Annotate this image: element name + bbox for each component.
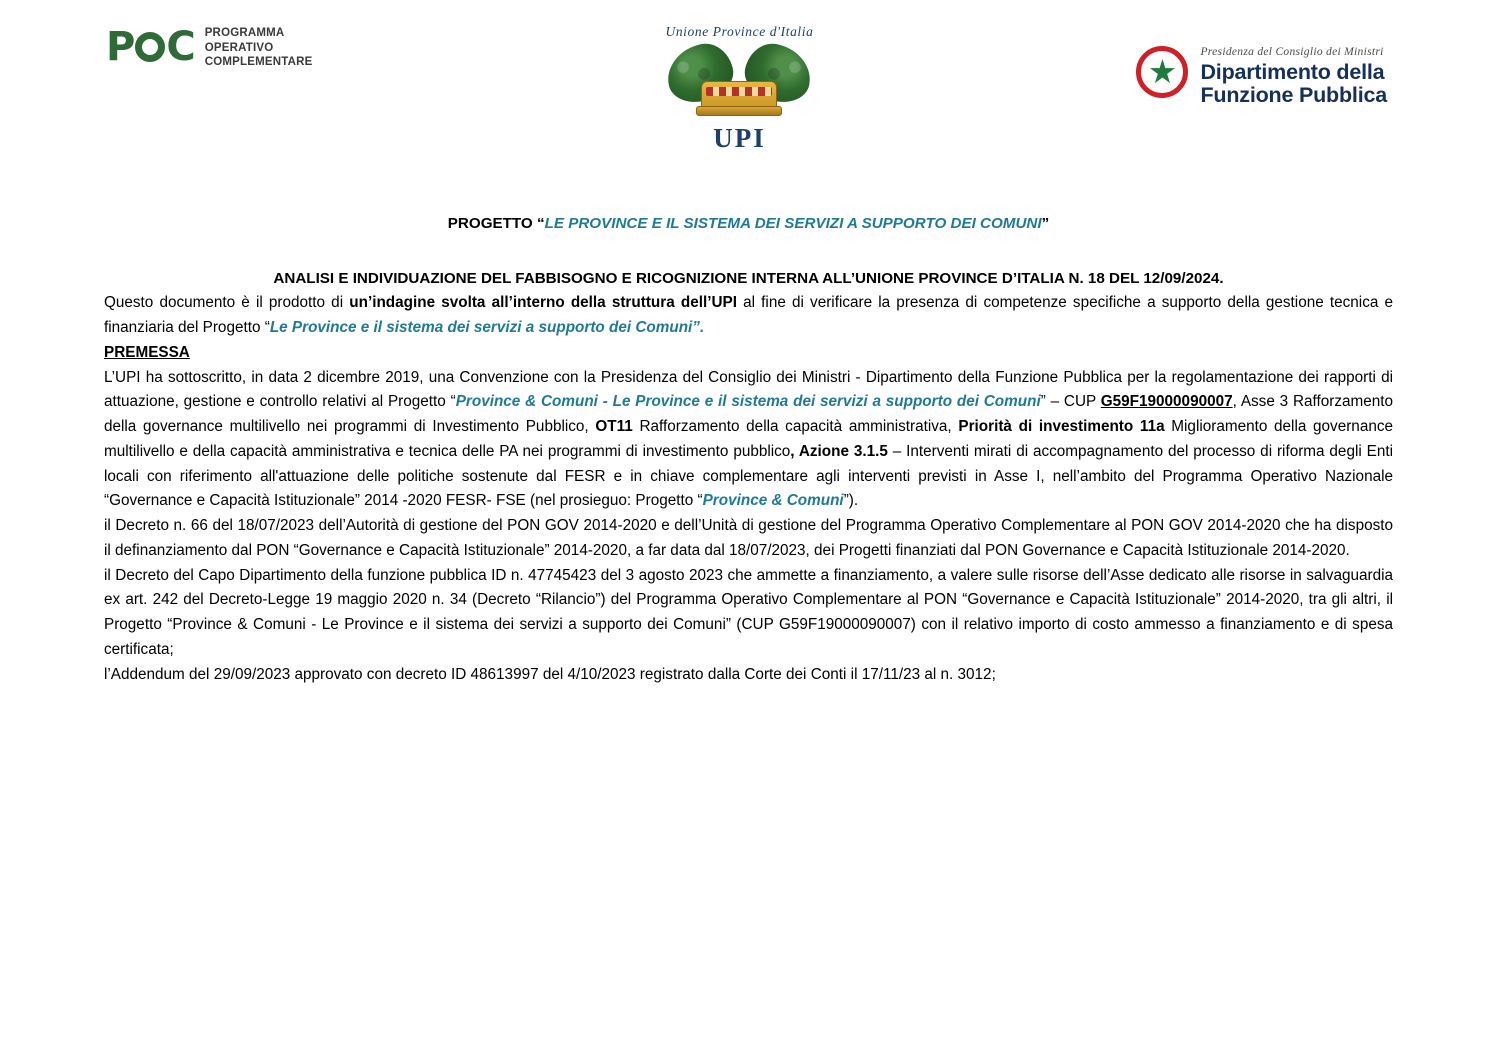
paragraph-1 [104, 366, 1393, 515]
poc-letter-c: C [166, 24, 195, 71]
dfp-line-2: Funzione Pubblica [1200, 83, 1387, 108]
intro-text-2: al fine di verificare la presenza di competenze specifiche a supporto della gestione tecnica e finanziaria del Progetto “ [104, 294, 1393, 337]
upi-acronym: UPI [713, 123, 766, 153]
upi-arc-text: Unione Province d'Italia [665, 24, 814, 39]
poc-ring-icon [135, 32, 165, 62]
project-title-prefix: PROGETTO “ [447, 215, 545, 232]
p1-text-1: L’UPI ha sottoscritto, in data 2 dicembre 2019, una Convenzione con la Presidenza del Consiglio dei Ministri - Dipartimento della Funzione Pubblica per la regolamentazione dei rapporti di attuazione, gestione e controllo relativi al Progetto “ [104, 368, 1393, 411]
intro-highlight-1: Le Province e il sistema dei servizi a supporto dei Comuni”. [269, 319, 705, 337]
poc-line-2: OPERATIVO [204, 41, 274, 54]
intro-text-1: Questo documento è il prodotto di [104, 294, 350, 312]
p1-highlight-1: Province & Comuni - Le Province e il sistema dei servizi a supporto dei Comuni [455, 393, 1041, 411]
upi-emblem-icon [664, 41, 814, 119]
document-subtitle: ANALISI E INDIVIDUAZIONE DEL FABBISOGNO E RICOGNIZIONE INTERNA ALL’UNIONE PROVINCE D’ITALIA N. 18 DEL 12/09/2024. [273, 269, 1224, 287]
dfp-line-1: Dipartimento della [1200, 59, 1385, 84]
project-title-suffix: ” [1041, 215, 1050, 232]
project-title [104, 212, 1393, 237]
poc-line-3: COMPLEMENTARE [204, 56, 313, 69]
upi-logo [624, 24, 854, 154]
poc-wordmark [205, 24, 313, 70]
dfp-wordmark [1200, 46, 1387, 108]
poc-logo [106, 24, 313, 70]
document-body [104, 212, 1393, 688]
project-title-name: LE PROVINCE E IL SISTEMA DEI SERVIZI A SUPPORTO DEI COMUNI [544, 215, 1042, 232]
p1-text-5: Miglioramento della governance multilivello e della capacità amministrativa e tecnica delle PA nei programmi di investimento pubblico [104, 418, 1393, 460]
intro-paragraph [104, 291, 1393, 341]
p1-cup-code: G59F19000090007 [1100, 393, 1233, 411]
p1-text-3: , Asse 3 Rafforzamento della governance multilivello nei programmi di Investimento Pubblico, [104, 393, 1394, 436]
paragraph-3: il Decreto del Capo Dipartimento della funzione pubblica ID n. 47745423 del 3 agosto 2023 che ammette a finanziamento, a valere sulle risorse dell’Asse dedicato alle risorse in salvaguardia ex art. 242 del Decreto-Legge 19 maggio 2020 n. 34 (Decreto “Rilancio”) del Programma Operativo Complementare al PON “Governance e Capacità Istituzionale” 2014-2020, tra gli altri, il Progetto “Province & Comuni - Le Province e il sistema dei servizi a supporto dei Comuni” (CUP G59F19000090007) con il relativo importo di costo ammesso a finanziamento e di spesa certificata; [104, 566, 1393, 658]
republic-emblem-icon [1136, 46, 1188, 98]
dfp-superior-text: Presidenza del Consiglio dei Ministri [1200, 46, 1384, 58]
p1-bold-ot11: OT11 [595, 418, 633, 436]
premessa-heading: PREMESSA [104, 343, 190, 361]
poc-logomark [106, 24, 195, 71]
p1-text-2: ” – CUP [1040, 393, 1101, 411]
dipartimento-funzione-pubblica-logo [1136, 24, 1387, 108]
p1-bold-priorita: Priorità di investimento 11a [958, 418, 1165, 436]
poc-line-1: PROGRAMMA [204, 27, 285, 39]
poc-letter-p: P [106, 24, 135, 71]
paragraph-2: il Decreto n. 66 del 18/07/2023 dell’Autorità di gestione del PON GOV 2014-2020 e dell’Unità di gestione del Programma Operativo Complementare al PON GOV 2014-2020 che ha disposto il definanziamento dal PON “Governance e Capacità Istituzionale” 2014-2020, a far data dal 18/07/2023, dei Progetti finanziati dal PON Governance e Capacità Istituzionale 2014-2020. [104, 517, 1393, 559]
p1-text-6: – Interventi mirati di accompagnamento del processo di riforma degli Enti locali con riferimento all'attuazione delle politiche sostenute dal FESR e in chiave complementare agli interventi previsti in Asse I, nell’ambito del Programma Operativo Nazionale “Governance e Capacità Istituzionale” 2014 -2020 FESR- FSE (nel prosieguo: Progetto “ [104, 442, 1393, 510]
p1-text-4: Rafforzamento della capacità amministrativa, [632, 418, 959, 436]
p1-highlight-2: Province & Comuni [702, 492, 844, 510]
p1-text-7: ”). [843, 492, 859, 510]
crown-icon [701, 81, 777, 113]
paragraph-4: l’Addendum del 29/09/2023 approvato con decreto ID 48613997 del 4/10/2023 registrato dalla Corte dei Conti il 17/11/23 al n. 3012; [104, 665, 996, 683]
p1-bold-azione: , Azione 3.1.5 [790, 442, 888, 460]
intro-bold-1: un’indagine svolta all’interno della struttura dell’UPI [349, 294, 737, 312]
header-logos [104, 0, 1393, 174]
